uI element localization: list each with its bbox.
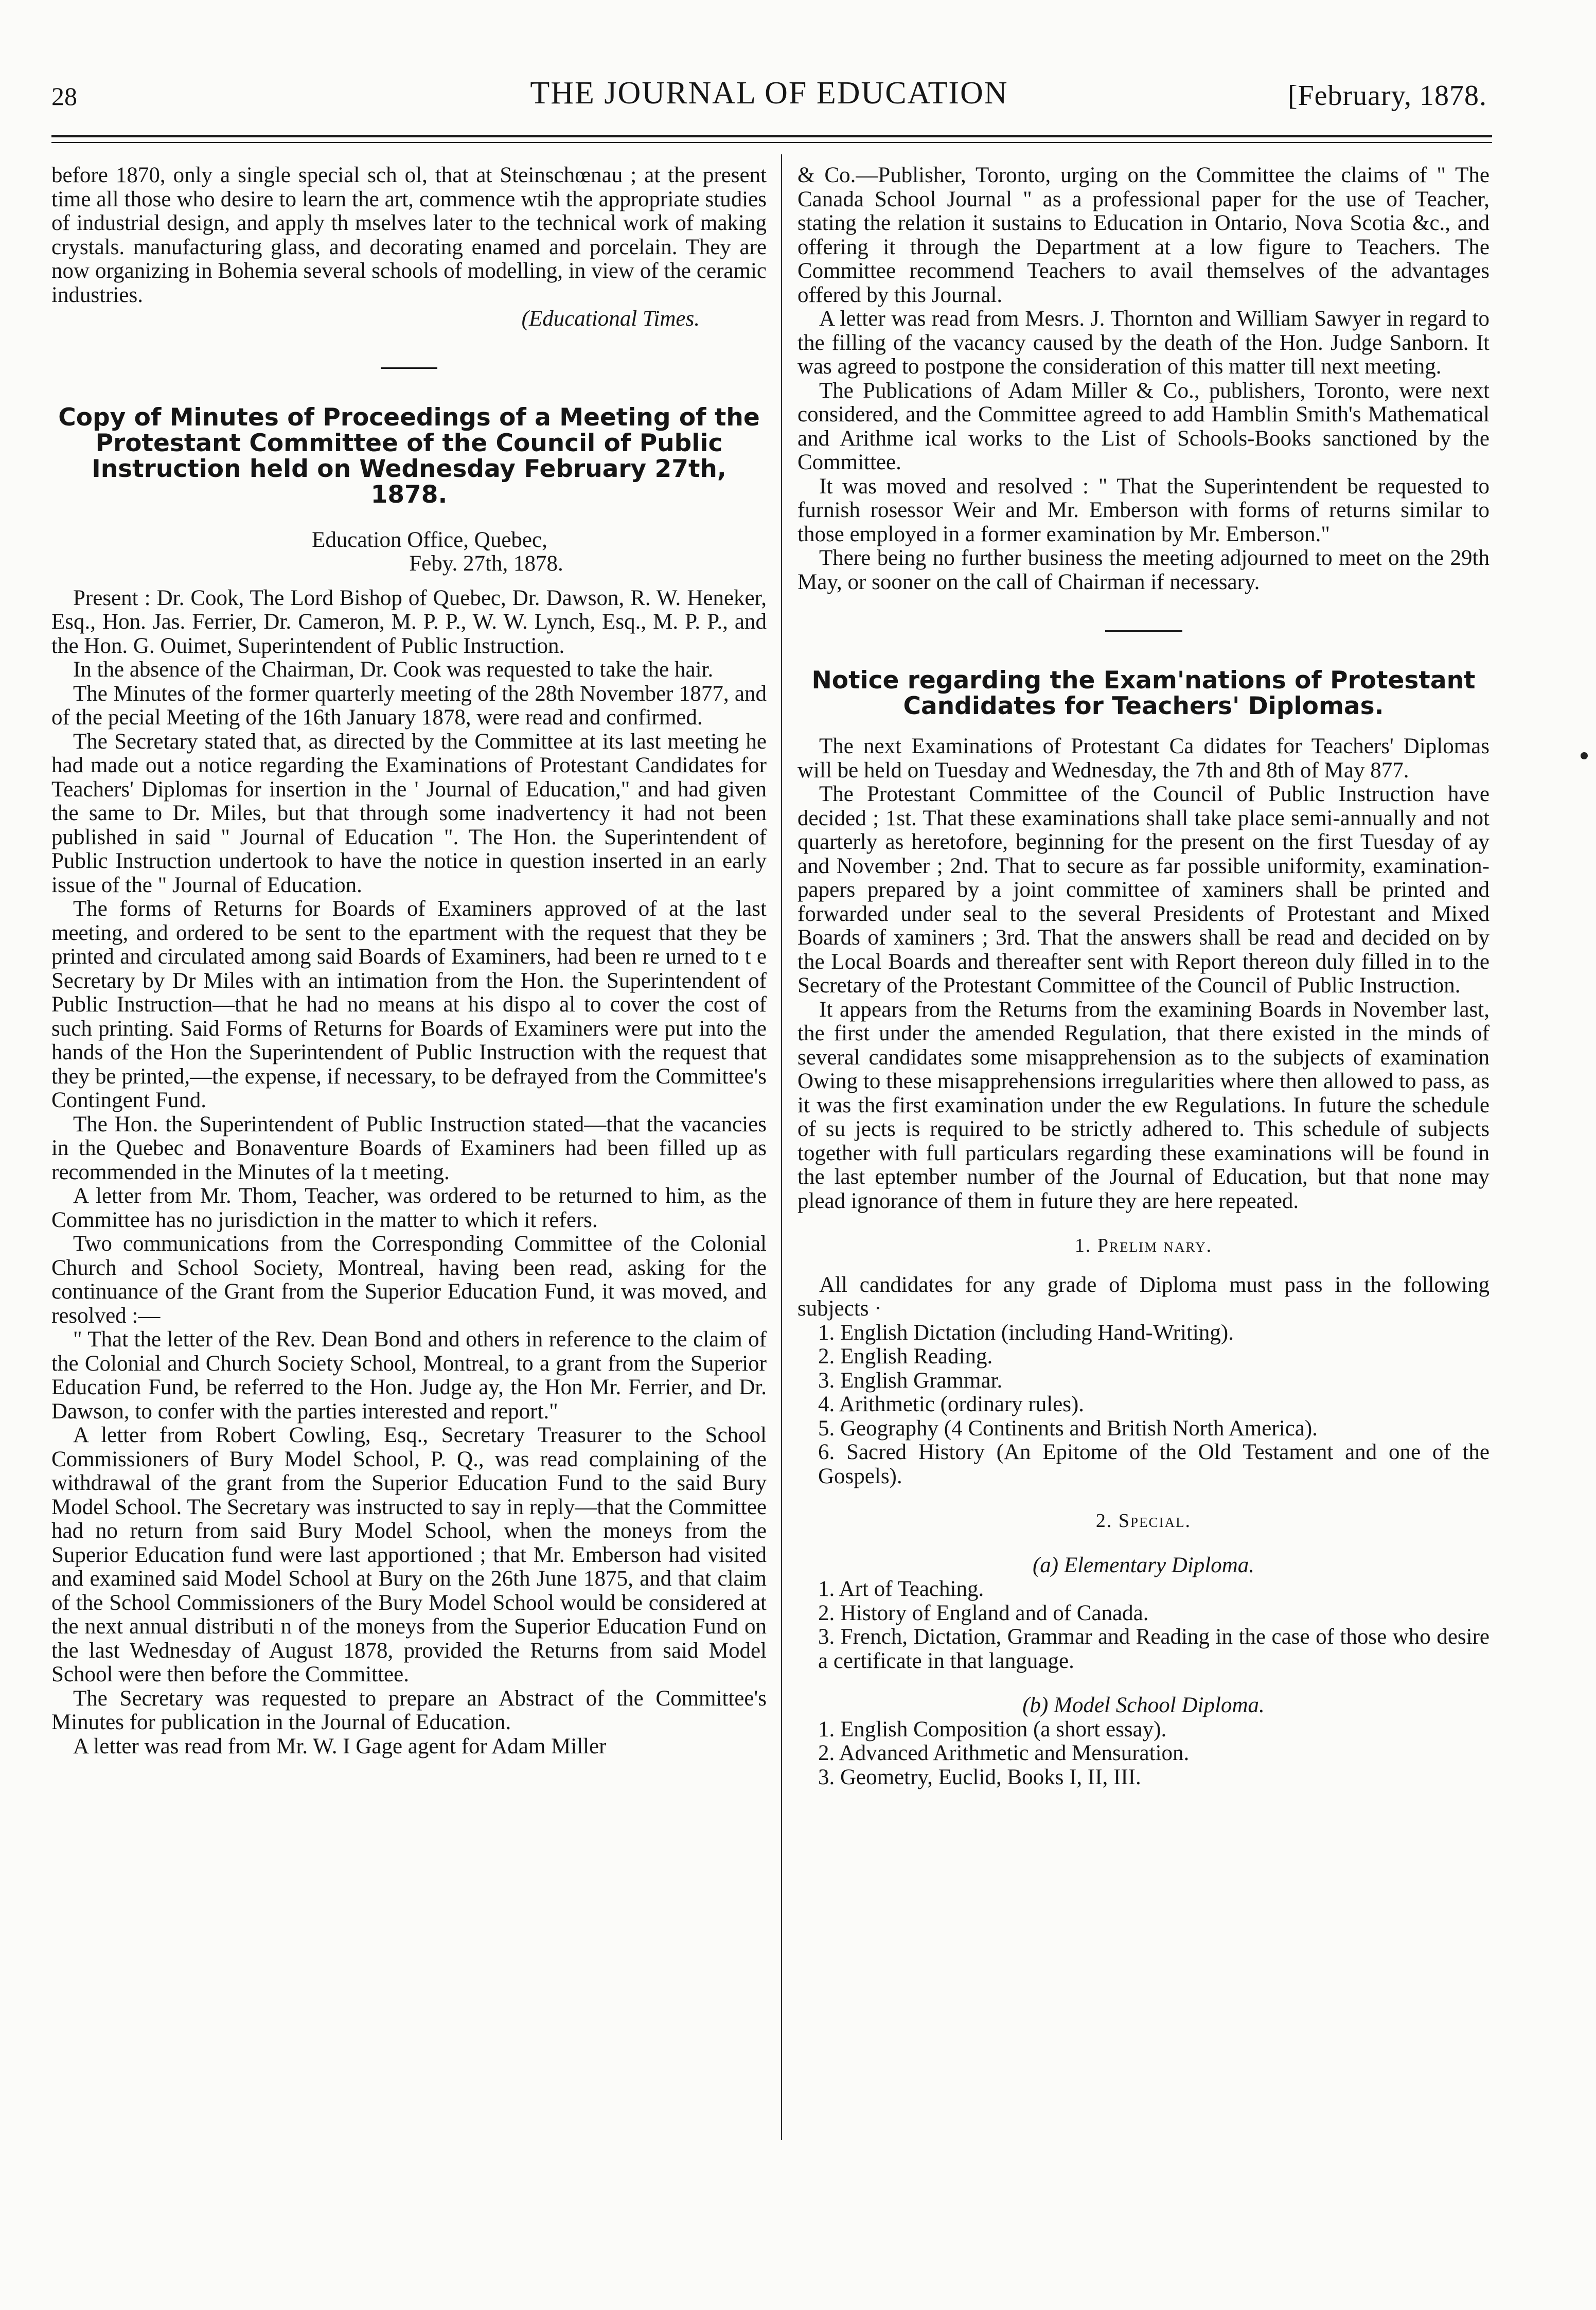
minutes-heading: Copy of Minutes of Proceedings of a Meeting of the Protestant Committee of the Council of Public Instruction held on Wednesday February 27th, 1878. [58, 403, 760, 509]
prelim-list [797, 1321, 1489, 1489]
minutes-paragraph: " That the letter of the Rev. Dean Bond and others in reference to the claim of the Colonial and Church Society School, Montreal, to a grant from the Superior Education Fund, be referred to the Hon. Judge ay, the Hon Mr. Ferrier, and Dr. Dawson, to confer with the parties interested and report." [51, 1327, 767, 1424]
notice-paragraph: The next Examinations of Protestant Ca didates for Teachers' Diplomas will be held on Tuesday and Wednesday, the 7th and 8th of May 877. [797, 734, 1489, 783]
list-item: 4. Arithmetic (ordinary rules). [818, 1392, 1085, 1416]
minutes-paragraph: Two communications from the Corresponding Committee of the Colonial Church and School Society, Montreal, having been read, asking for the continuance of the Grant from the Superior Education Fund, it was moved, and resolved :— [51, 1232, 767, 1328]
elementary-list [797, 1577, 1489, 1673]
model-title: (b) Model School Diploma. [1022, 1693, 1265, 1717]
minutes-paragraph: There being no further business the meeting adjourned to meet on the 29th May, or sooner on the call of Chairman if necessary. [797, 546, 1489, 594]
list-item: 2. Advanced Arithmetic and Mensuration. [818, 1741, 1190, 1765]
notice-paragraph: It appears from the Returns from the examining Boards in November last, the first under the amended Regulation, that there existed in the minds of several candidates some misapprehension as to the subjects of examination Owing to these misapprehensions irregularities where then allowed to pass, as it was the first examination under the ew Regulations. In future the schedule of su jects is required to be strictly adhered to. This schedule of subjects together with full particulars regarding these examinations will be found in the last eptember number of the Journal of Education, but that none may plead ignorance of them in future they are here repeated. [797, 997, 1489, 1213]
column-divider [781, 154, 782, 2140]
prelim-title: 1. Prelim nary. [1074, 1235, 1213, 1256]
minutes-paragraph: The Secretary stated that, as directed by the Committee at its last meeting he had made out a notice regarding the Examinations of Protestant Candidates for Teachers' Diplomas for insertion in the ' Journal of Education," and had given the same to Dr. Miles, but that through some inadvertency it had not been published in said " Journal of Education ". The Hon. the Superintendent of Public Instruction undertook to have the notice in question inserted in an early issue of the " Journal of Education. [51, 729, 767, 897]
minutes-paragraph: The forms of Returns for Boards of Examiners approved of at the last meeting, and ordered to be sent to the epartment with the request that they be printed and circulated among said Boards of Examiners, had been re urned to t e Secretary by Dr Miles with an intimation from the Hon. the Superintendent of Public Instruction—that he had no means at his dispo al to cover the cost of such printing. Said Forms of Returns for Boards of Examiners were put into the hands of the Hon the Superintendent of Public Instruction with the request that they be printed,—the expense, if necessary, to be defrayed from the Committee's Contingent Fund. [51, 897, 767, 1112]
intro-paragraph: before 1870, only a single special sch ol, that at Steinschœnau ; at the present time all those who desire to learn the art, commence wtih the appropriate studies of industrial design, and apply th mselves later to the technical work of making crystals. manufacturing glass, and decorating enamed and porcelain. They are now organizing in Bohemia several schools of modelling, in view of the ceramic industries. [51, 163, 767, 307]
ink-speck [1581, 752, 1588, 759]
minutes-paragraph: The Secretary was requested to prepare an Abstract of the Committee's Minutes for publication in the Journal of Education. [51, 1686, 767, 1734]
journal-title: THE JOURNAL OF EDUCATION [530, 76, 1008, 111]
list-item: 5. Geography (4 Continents and British North America). [818, 1416, 1318, 1441]
minutes-body [51, 587, 767, 1759]
minutes-paragraph: A letter from Mr. Thom, Teacher, was ordered to be returned to him, as the Committee has no jurisdiction in the matter to which it refers. [51, 1184, 767, 1232]
office-line: Education Office, Quebec, [312, 527, 547, 552]
list-item: 3. French, Dictation, Grammar and Reading in the case of those who desire a certificate in that language. [818, 1625, 1489, 1673]
prelim-intro: All candidates for any grade of Diploma must pass in the following subjects · [797, 1272, 1489, 1321]
minutes-paragraph: In the absence of the Chairman, Dr. Cook was requested to take the hair. [73, 658, 714, 682]
special-title: 2. Special. [1095, 1510, 1192, 1532]
page-number: 28 [51, 82, 77, 111]
minutes-paragraph: A letter was read from Mr. W. I Gage agent for Adam Miller [73, 1734, 607, 1758]
page-header [51, 75, 1487, 121]
elementary-title: (a) Elementary Diploma. [1032, 1553, 1255, 1577]
list-item: 2. English Reading. [818, 1344, 993, 1369]
minutes-paragraph: The Minutes of the former quarterly meeting of the 28th November 1877, and of the pecial Meeting of the 16th January 1878, were read and confirmed. [51, 681, 767, 730]
list-item: 1. Art of Teaching. [818, 1577, 984, 1601]
minutes-continued: & Co.—Publisher, Toronto, urging on the Committee the claims of " The Canada School Journal " as a professional paper for the use of Teacher, stating the relation it sustains to Education in Ontario, Nova Scotia &c., and offering it through the Department at a low figure to Teachers. The Committee recommend Teachers to avail themselves of the advantages offered by this Journal. [797, 163, 1489, 307]
minutes-paragraph: Present : Dr. Cook, The Lord Bishop of Quebec, Dr. Dawson, R. W. Heneker, Esq., Hon. Jas. Ferrier, Dr. Cameron, M. P. P., W. W. Lynch, Esq., M. P. P., and the Hon. G. Ouimet, Superintendent of Public Instruction. [51, 585, 767, 658]
section-separator [381, 367, 437, 369]
list-item: 2. History of England and of Canada. [818, 1601, 1149, 1625]
model-list [797, 1718, 1489, 1790]
minutes-paragraph: The Hon. the Superintendent of Public Instruction stated—that the vacancies in the Quebec and Bonaventure Boards of Examiners had been filled up as recommended in the Minutes of la t meeting. [51, 1112, 767, 1184]
minutes-paragraph: The Publications of Adam Miller & Co., publishers, Toronto, were next considered, and the Committee agreed to add Hamblin Smith's Mathematical and Arithme ical works to the List of Schools-Books sanctioned by the Committee. [797, 378, 1489, 474]
notice-heading: Notice regarding the Exam'nations of Protestant Candidates for Teachers' Diplomas. [811, 666, 1476, 720]
header-rule [51, 135, 1492, 137]
source-credit: (Educational Times. [521, 307, 700, 331]
minutes-paragraph: A letter was read from Mesrs. J. Thornton and William Sawyer in regard to the filling of the vacancy caused by the death of the Hon. Judge Sanborn. It was agreed to postpone the consideration of this matter till next meeting. [797, 307, 1489, 379]
list-item: 6. Sacred History (An Epitome of the Old Testament and one of the Gospels). [818, 1440, 1489, 1488]
list-item: 3. Geometry, Euclid, Books I, II, III. [818, 1765, 1141, 1789]
minutes-paragraph: It was moved and resolved : " That the Superintendent be requested to furnish rosessor Weir and Mr. Emberson with forms of returns similar to those employed in a former examination by Mr. Emberson." [797, 474, 1489, 546]
notice-paragraph: The Protestant Committee of the Council of Public Instruction have decided ; 1st. That these examinations shall take place semi-annually and not quarterly as heretofore, beginning for the present on the first Tuesday of ay and November ; 2nd. That to secure as far possible uniformity, examination-papers prepared by a joint committee of xaminers shall be printed and forwarded under seal to the several Presidents of Protestant and Mixed Boards of xaminers ; 3rd. That the answers shall be read and decided on by the Local Boards and thereafter sent with Report thereon duly filled in to the Secretary of the Protestant Committee of the Council of Public Instruction. [797, 782, 1489, 998]
section-separator [1105, 630, 1182, 632]
list-item: 1. English Composition (a short essay). [818, 1717, 1167, 1742]
minutes-paragraph: A letter from Robert Cowling, Esq., Secretary Treasurer to the School Commissioners of Bury Model School, P. Q., was read complaining of the withdrawal of the grant from the Superior Education Fund to the said Bury Model School. The Secretary was instructed to say in reply—that the Committee had no return from said Bury Model School, when the moneys from the Superior Education fund were last apportioned ; that Mr. Emberson had visited and examined said Model School at Bury on the 26th June 1875, and that claim of the School Commissioners of the Bury Model School would be considered at the next annual distributi n of the moneys from the Superior Education Fund on the last Wednesday of August 1878, provided the Returns from said Model School were then before the Committee. [51, 1423, 767, 1686]
right-column [797, 164, 1489, 1789]
left-column [51, 164, 767, 1758]
office-date: Feby. 27th, 1878. [409, 552, 563, 576]
issue-date: [February, 1878. [1287, 80, 1487, 112]
header-rule-thin [51, 142, 1492, 143]
list-item: 1. English Dictation (including Hand-Writing). [818, 1320, 1234, 1345]
list-item: 3. English Grammar. [818, 1368, 1003, 1393]
